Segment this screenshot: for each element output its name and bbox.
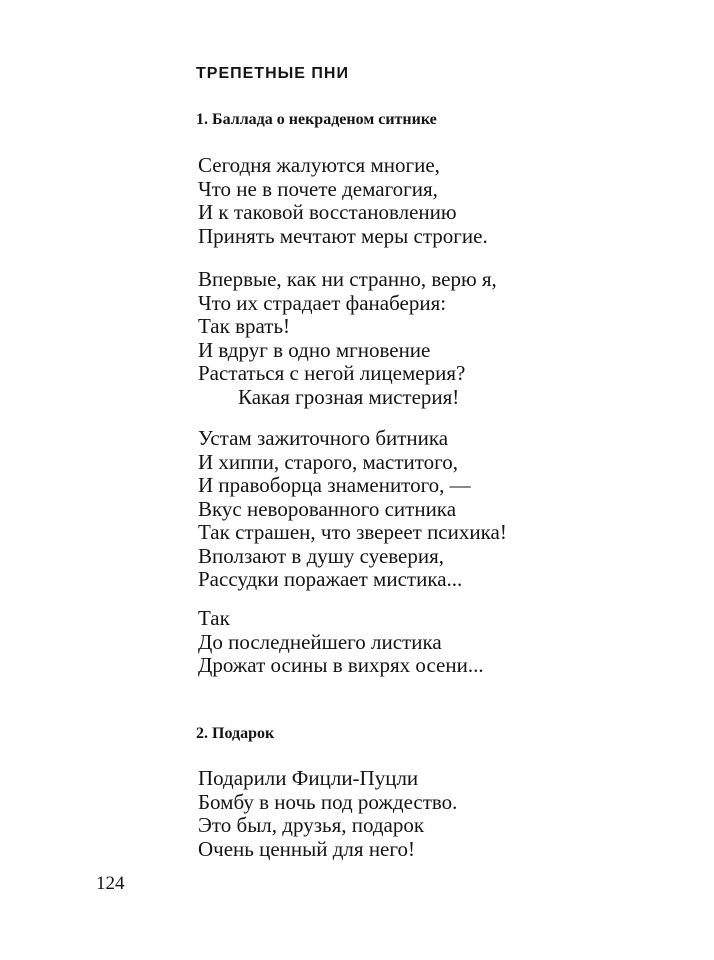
verse-line: И к таковой восстановлению: [198, 200, 457, 224]
poem-1-stanza-1: [198, 154, 488, 248]
verse-line: Так страшен, что звереет психика!: [198, 520, 507, 544]
poem-2-stanza-1: [198, 767, 457, 861]
verse-line: И хиппи, старого, маститого,: [198, 449, 458, 474]
verse-line: Что не в почете демагогия,: [198, 176, 438, 201]
poem-1-stanza-2: [198, 268, 497, 409]
verse-line: Рассудки поражает мистика...: [198, 567, 463, 591]
verse-line: Бомбу в ночь под рождество.: [198, 789, 458, 814]
verse-line: Какая грозная мистерия!: [238, 384, 460, 409]
verse-line: Принять мечтают меры строгие.: [198, 223, 488, 248]
verse-line: Что их страдает фанаберия:: [198, 290, 447, 315]
verse-line: Так врать!: [198, 314, 291, 338]
poem-1-stanza-3: [198, 427, 507, 592]
verse-line: Подарили Фицли-Пуцли: [198, 766, 419, 790]
page-title: ТРЕПЕТНЫЕ ПНИ: [196, 65, 349, 82]
verse-line: И вдруг в одно мгновение: [198, 337, 431, 362]
verse-line: Так: [198, 606, 230, 630]
verse-line: Впервые, как ни странно, верю я,: [198, 267, 497, 291]
page-number: 124: [96, 873, 125, 894]
verse-line: Очень ценный для него!: [198, 836, 415, 861]
poem-1-stanza-4: [198, 607, 484, 678]
verse-line: Это был, друзья, подарок: [198, 813, 425, 837]
verse-line: Вкус неворованного ситника: [198, 496, 457, 521]
verse-line: Устам зажиточного битника: [198, 426, 449, 450]
verse-line: Растаться с негой лицемерия?: [198, 361, 466, 385]
poem-2-heading: 2. Подарок: [196, 725, 275, 742]
poem-1-heading: 1. Баллада о некраденом ситнике: [196, 111, 437, 128]
verse-line: Вползают в душу суеверия,: [198, 543, 445, 568]
verse-line: И правоборца знаменитого, —: [198, 473, 471, 497]
verse-line: Сегодня жалуются многие,: [198, 153, 440, 177]
verse-line: До последнейшего листика: [198, 629, 442, 654]
verse-line: Дрожат осины в вихрях осени...: [198, 653, 484, 677]
